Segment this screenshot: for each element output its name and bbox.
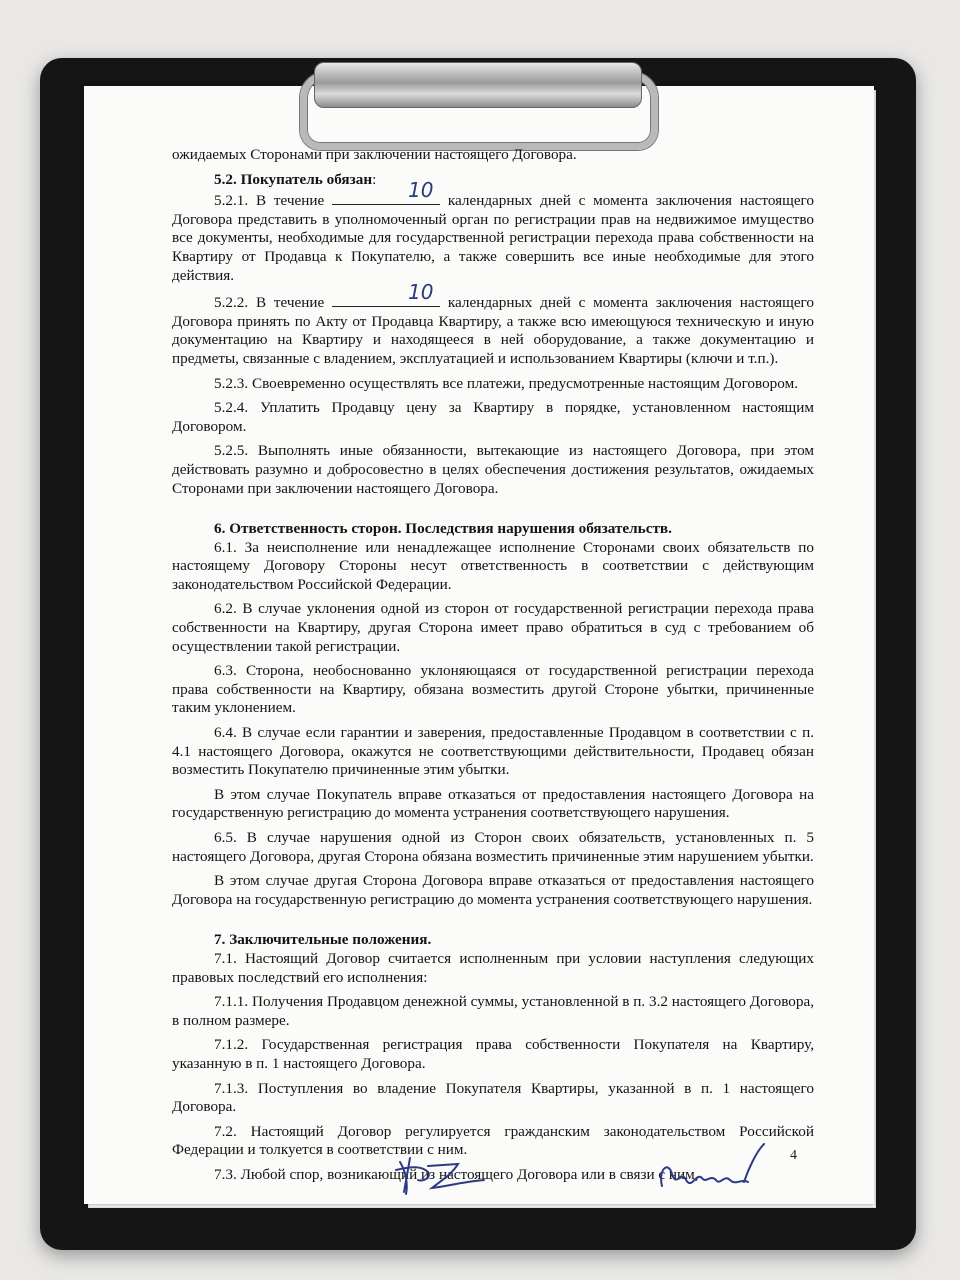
paragraph-5-2-5: 5.2.5. Выполнять иные обязанности, вытекающие из настоящего Договора, при этом действовать разумно и добросовестно в целях обеспечения достижения результатов, ожидаемых Сторонами при заключении настоящего Договора. xyxy=(172,442,814,497)
section-heading-7: 7. Заключительные положения. xyxy=(214,931,432,949)
page-number: 4 xyxy=(790,1148,797,1163)
paragraph-7-1: 7.1. Настоящий Договор считается исполненным при условии наступления следующих правовых последствий его исполнения: xyxy=(172,949,814,986)
clipboard-clip xyxy=(314,62,642,108)
handwritten-value: 10 xyxy=(408,280,434,305)
paragraph-6-2: 6.2. В случае уклонения одной из сторон от государственной регистрации перехода права собственности на Квартиру, другая Сторона имеет право обратиться в суд с требованием об осуществлении такой регистрации. xyxy=(172,600,814,655)
section-heading-6: 6. Ответственность сторон. Последствия нарушения обязательств. xyxy=(214,520,672,538)
paragraph-7-1-2: 7.1.2. Государственная регистрация права собственности Покупателя на Квартиру, указанную в п. 1 настоящего Договора. xyxy=(172,1036,814,1072)
signature-seller xyxy=(392,1152,502,1196)
signature-buyer xyxy=(652,1140,772,1200)
paragraph-5-2-2: 5.2.2. В течение 10 календарных дней с момента заключения настоящего Договора принять по Акту от Продавца Квартиру, а также всю имеющуюся техническую и иную документацию на Квартиру и находящееся в ней оборудование, а также документацию и предметы, связанные с владением, эксплуатацией и использованием Квартиры (ключи и т.п.). xyxy=(172,280,815,367)
paragraph-6-4b: В этом случае Покупатель вправе отказаться от предоставления настоящего Договора на государственную регистрацию до момента устранения соответствующего нарушения. xyxy=(172,785,814,822)
handwritten-value: 10 xyxy=(408,178,434,203)
paragraph: ожидаемых Сторонами при заключении настоящего Договора. xyxy=(172,146,577,163)
paragraph-7-1-3: 7.1.3. Поступления во владение Покупателя Квартиры, указанной в п. 1 настоящего Договора. xyxy=(172,1079,814,1116)
section-heading-5-2: 5.2. Покупатель обязан: xyxy=(214,170,377,188)
paragraph-6-5b: В этом случае другая Сторона Договора вправе отказаться от предоставления настоящего Договора на государственную регистрацию до момента устранения соответствующего нарушения. xyxy=(172,872,814,908)
paragraph-5-2-3: 5.2.3. Своевременно осуществлять все платежи, предусмотренные настоящим Договором. xyxy=(214,374,798,392)
filled-blank xyxy=(332,280,440,307)
paragraph-6-1: 6.1. За неисполнение или ненадлежащее исполнение Сторонами своих обязательств по настоящему Договору Стороны несут ответственность в соответствии с действующим законодательством Российской Федерации. xyxy=(172,538,814,593)
paragraph-5-2-4: 5.2.4. Уплатить Продавцу цену за Квартиру в порядке, установленном настоящим Договором. xyxy=(172,399,814,435)
paragraph-6-5: 6.5. В случае нарушения одной из Сторон своих обязательств, установленных п. 5 настоящего Договора, другая Сторона обязана возместить причиненные этим нарушением убытки. xyxy=(172,829,814,865)
document-text xyxy=(172,146,814,1185)
paragraph-7-2: 7.2. Настоящий Договор регулируется гражданским законодательством Российской Федерации и толкуется в соответствии с ним. xyxy=(172,1122,814,1159)
paragraph-5-2-1: 5.2.1. В течение 10 календарных дней с момента заключения настоящего Договора представить в уполномоченный орган по регистрации прав на недвижимое имущество все документы, необходимые для государственной регистрации перехода права собственности на Квартиру от Продавца к Покупателю, а также совершить все иные необходимые для этого действия. xyxy=(172,178,815,284)
paragraph-7-3: 7.3. Любой спор, возникающий из настоящего Договора или в связи с ним, xyxy=(214,1165,699,1183)
paragraph-6-3: 6.3. Сторона, необоснованно уклоняющаяся от государственной регистрации перехода права собственности на Квартиру, обязана возместить другой Стороне убытки, причиненные таким уклонением. xyxy=(172,662,814,717)
filled-blank xyxy=(332,178,440,205)
paragraph-6-4: 6.4. В случае если гарантии и заверения, предоставленные Продавцом в соответствии с п. 4.1 настоящего Договора, окажутся не соответствующими действительности, Продавец обязан возместить Покупателю причиненные этим убытки. xyxy=(172,724,814,779)
paragraph-7-1-1: 7.1.1. Получения Продавцом денежной суммы, установленной в п. 3.2 настоящего Договора, в полном размере. xyxy=(172,993,814,1029)
